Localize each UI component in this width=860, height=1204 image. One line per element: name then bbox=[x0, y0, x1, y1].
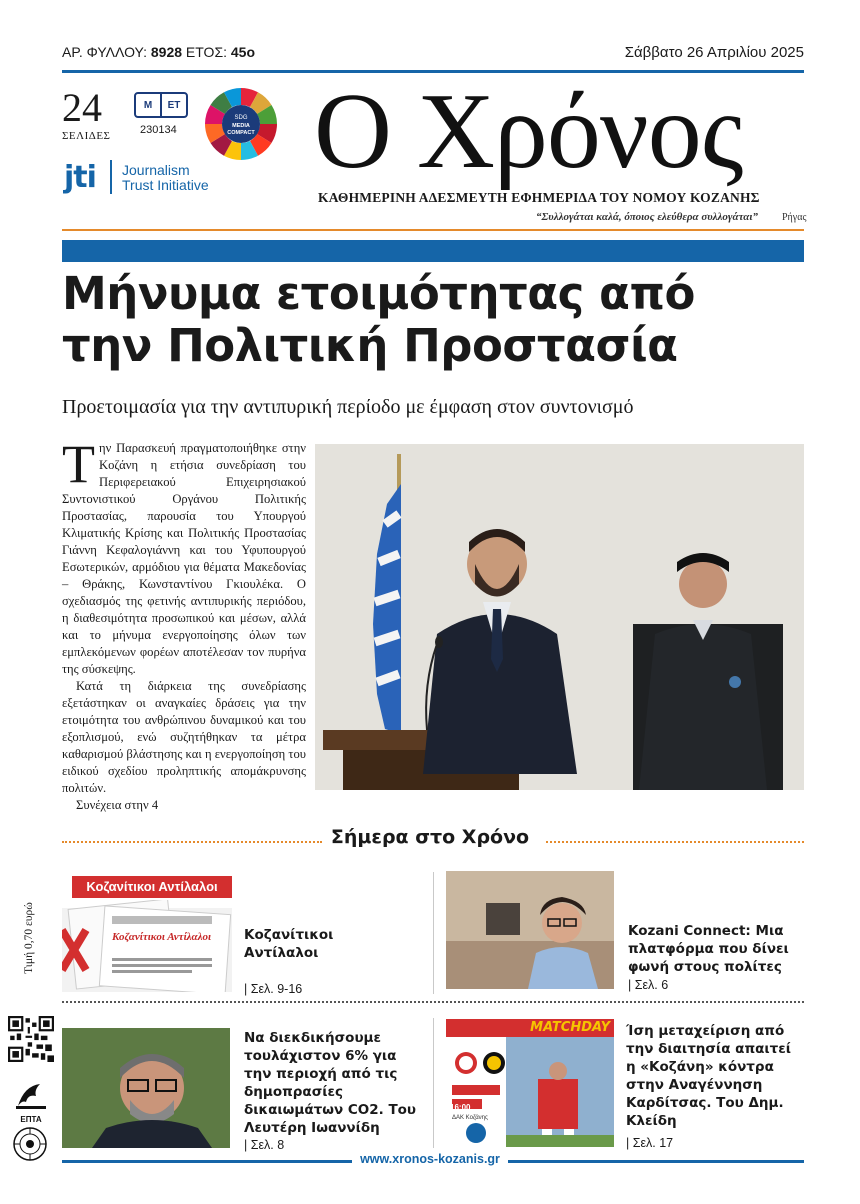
sdg-media-compact-logo bbox=[203, 86, 279, 162]
footer-rule-left bbox=[62, 1160, 352, 1163]
price-label: Τιμή 0,70 ευρώ bbox=[23, 902, 35, 974]
blue-band bbox=[62, 240, 804, 262]
newspaper-subtitle: ΚΑΘΗΜΕΡΙΝΗ ΑΔΕΣΜΕΥΤΗ ΕΦΗΜΕΡΙΔΑ ΤΟΥ ΝΟΜΟΥ ΚΟΖΑΝΗΣ bbox=[318, 190, 760, 205]
jti-divider bbox=[110, 160, 112, 194]
seal-stamp-icon bbox=[12, 1126, 48, 1162]
issue-number: 8928 bbox=[150, 44, 183, 60]
antilaloi-paper-icon bbox=[62, 900, 232, 992]
svg-text:MEDIA: MEDIA bbox=[232, 123, 250, 129]
jti-mark: jti bbox=[64, 160, 96, 195]
website-link[interactable]: www.xronos-kozanis.gr bbox=[360, 1152, 500, 1166]
teaser-divider-bottom bbox=[433, 1018, 434, 1148]
match-time: 16:00 bbox=[450, 1103, 471, 1112]
headline-line2: την Πολιτική Προστασία bbox=[62, 319, 678, 372]
matchday-label: MATCHDAY bbox=[530, 1020, 610, 1035]
teaser-4-title[interactable]: Ίση μεταχείριση από την διαιτησία απαιτεί η «Κοζάνη» κόντρα στην Αναγέννηση Καρδίτσας. Του Δημ. Κλείδη bbox=[626, 1023, 792, 1129]
issue-label: ΑΡ. ΦΥΛΛΟΥ: bbox=[62, 44, 147, 60]
teaser-1-title[interactable]: Κοζανίτικοι Αντίλαλοι bbox=[244, 927, 334, 961]
price-box bbox=[18, 880, 38, 1002]
footer-rule-right bbox=[508, 1160, 804, 1163]
teaser-3-image[interactable] bbox=[62, 1028, 230, 1148]
jti-text bbox=[122, 163, 209, 193]
teaser-dotted-separator bbox=[62, 1001, 804, 1003]
antilaloi-paper-title: Κοζανίτικοι Αντίλαλοι bbox=[112, 931, 212, 943]
teaser-divider-top bbox=[433, 872, 434, 994]
svg-text:COMPACT: COMPACT bbox=[227, 130, 255, 136]
teaser-3-title[interactable]: Να διεκδικήσουμε τουλάχιστον 6% για την περιοχή από τις δημοπρασίες δικαιωμάτων CO2. Του Λευτέρη Ιωαννίδη bbox=[244, 1030, 417, 1136]
issue-date: Σάββατο 26 Απριλίου 2025 bbox=[624, 44, 804, 61]
pages-count: 24 bbox=[62, 85, 102, 130]
met-number: 230134 bbox=[140, 124, 177, 136]
met-left: Μ bbox=[136, 94, 162, 116]
article-paragraph-1: ην Παρασκευή πραγματοποιήθηκε στην Κοζάνη η ετήσια συνεδρίαση του Περιφερειακού Επιχειρησιακού Συντονιστικού Οργάνου Πολιτικής Προστασίας, παρουσία του Υπουργού Κλιματικής Κρίσης και Πολιτικής Προστασίας Γιάννη Κεφαλογιάννη και του Υφυπουργού Εσωτερικών, αρμόδιου για θέματα Μακεδονίας – Θράκης, Κωνσταντίνου Γκιουλέκα. Ο σχεδιασμός της φετινής αντιπυρικής περιόδου, η διαθεσιμότητα προσωπικού και μέσων, αλλά και το μήνυμα ενεργοποίησης όλων των εμπλεκόμενων φορέων αποτέλεσαν τον πυρήνα της σύσκεψης. bbox=[62, 441, 306, 676]
lead-subhead: Προετοιμασία για την αντιπυρική περίοδο με έμφαση στον συντονισμό bbox=[62, 396, 634, 418]
orange-rule bbox=[62, 229, 804, 231]
epta-label: ΕΠΤΑ bbox=[20, 1115, 42, 1124]
headline-line1: Μήνυμα ετοιμότητας από bbox=[62, 267, 695, 320]
drop-cap: Τ bbox=[62, 434, 95, 494]
masthead-quote-author: Ρήγας bbox=[782, 212, 807, 223]
teaser-1-banner: Κοζανίτικοι Αντίλαλοι bbox=[72, 876, 232, 898]
teaser-4-image[interactable] bbox=[446, 1019, 614, 1147]
met-logo bbox=[134, 92, 188, 118]
jti-line1: Journalism bbox=[122, 162, 190, 178]
epta-logo bbox=[14, 1080, 48, 1124]
match-venue: ΔΑΚ Κοζάνης bbox=[452, 1115, 488, 1121]
jti-line2: Trust Initiative bbox=[122, 177, 209, 193]
lead-article bbox=[62, 434, 306, 814]
section-title: Σήμερα στο Χρόνο bbox=[330, 826, 530, 848]
teaser-2-page: | Σελ. 6 bbox=[628, 978, 669, 992]
teaser-1-page: | Σελ. 9-16 bbox=[244, 982, 303, 996]
epta-bird-icon bbox=[14, 1080, 48, 1110]
sdg-top-text: SDG bbox=[234, 115, 248, 121]
match-date: 27/04/2025 bbox=[450, 1078, 486, 1085]
teaser-1-image[interactable] bbox=[62, 872, 232, 992]
teaser-2-image[interactable] bbox=[446, 871, 614, 989]
teaser-2-title[interactable]: Kozani Connect: Μια πλατφόρμα που δίνει φωνή στους πολίτες bbox=[628, 923, 789, 975]
newspaper-title: Ο Χρόνος bbox=[314, 72, 743, 191]
year-number: 45ο bbox=[230, 44, 256, 60]
section-rule-right bbox=[546, 841, 804, 843]
qr-code-icon[interactable] bbox=[8, 1016, 54, 1062]
pages-label: ΣΕΛΙΔΕΣ bbox=[62, 130, 111, 142]
year-label: ΕΤΟΣ: bbox=[185, 44, 227, 60]
teaser-3-page: | Σελ. 8 bbox=[244, 1138, 285, 1152]
issue-info bbox=[62, 44, 255, 60]
continued-link[interactable]: Συνέχεια στην 4 bbox=[76, 798, 159, 812]
masthead-quote: “Συλλογάται καλά, όποιος ελεύθερα συλλογάται” bbox=[536, 211, 758, 223]
lead-headline[interactable] bbox=[62, 268, 804, 372]
article-paragraph-2: Κατά τη διάρκεια της συνεδρίασης εξετάστηκαν οι αναγκαίες δράσεις για την ετοιμότητα του ανθρώπινου δυναμικού και του εξοπλισμού, ενώ συζητήθηκαν τα μέτρα καθαρισμού βλάστησης και η ενεργοποίηση του ειδικού σχεδίου προληπτικής απομάκρυνσης πολιτών. bbox=[62, 679, 306, 795]
met-right: ΕΤ bbox=[167, 99, 181, 111]
lead-photo bbox=[315, 444, 804, 790]
teaser-4-page: | Σελ. 17 bbox=[626, 1136, 674, 1150]
